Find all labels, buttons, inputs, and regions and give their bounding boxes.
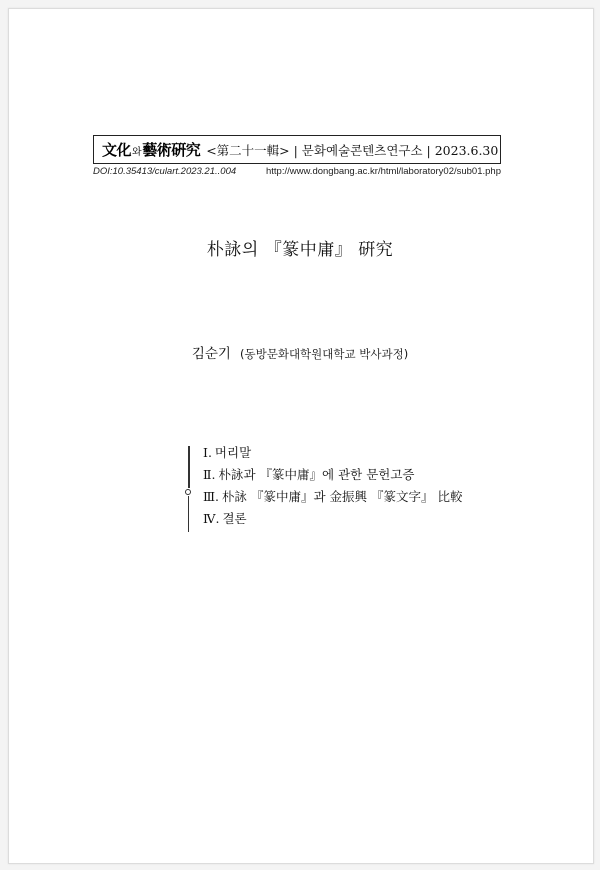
toc-item: [203, 464, 415, 486]
journal-masthead: [93, 135, 501, 164]
doi-text: DOI:10.35413/culart.2023.21..004: [93, 166, 237, 177]
article-title: 朴詠의 『篆中庸』 硏究: [206, 240, 394, 260]
toc-item-number: Ⅰ.: [203, 445, 212, 460]
toc-item: [203, 486, 463, 508]
author-line: [0, 342, 600, 362]
journal-url: http://www.dongbang.ac.kr/html/laboratory02/sub01.php: [265, 166, 501, 177]
author-affiliation: (동방문화대학원대학교 박사과정): [240, 347, 409, 361]
toc-item: [203, 508, 247, 530]
toc-item-number: Ⅲ.: [203, 489, 220, 504]
toc-bar: [188, 446, 190, 488]
author-name: 김순기: [191, 346, 231, 362]
toc-item-number: Ⅳ.: [203, 511, 220, 526]
toc-bar-knob: [185, 489, 191, 495]
toc-item-label: 朴詠과 『篆中庸』에 관한 문헌고증: [218, 467, 415, 482]
toc-item-number: Ⅱ.: [203, 467, 216, 482]
toc-bar-line: [188, 496, 189, 532]
meta-row: [93, 166, 501, 177]
masthead-info: <第二十一輯> | 문화예술콘텐츠연구소 | 2023.6.30: [206, 142, 499, 158]
toc-item-label: 朴詠 『篆中庸』과 金振興 『篆文字』 比較: [222, 489, 463, 504]
toc-item: [203, 442, 251, 464]
journal-logo: 文化와藝術硏究: [102, 141, 201, 159]
toc-item-label: 머리말: [214, 445, 252, 460]
toc-item-label: 결론: [222, 511, 247, 526]
